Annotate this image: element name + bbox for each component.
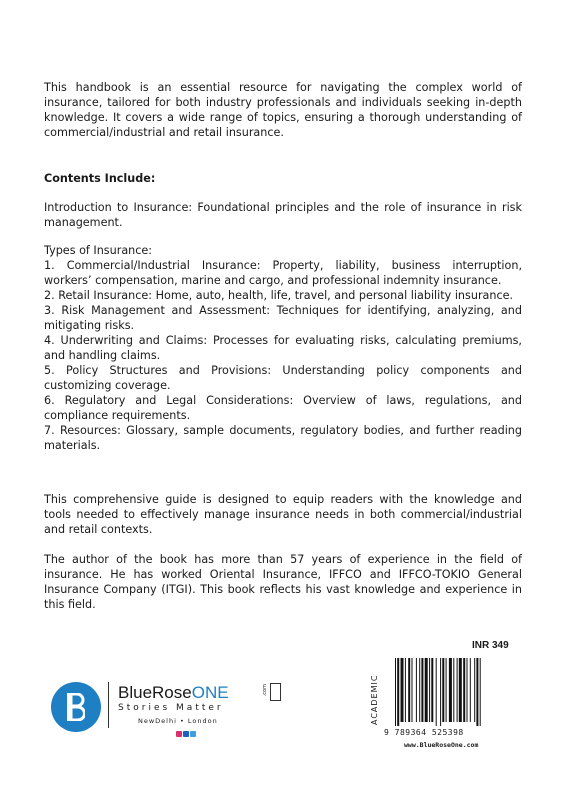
publisher-tagline: Stories Matter — [118, 703, 224, 713]
isbn-number: 9 789364 525398 — [384, 728, 464, 737]
list-item: 4. Underwriting and Claims: Processes for evaluating risks, calculating premiums, and handling claims. — [44, 334, 522, 362]
facebook-icon — [183, 731, 189, 737]
types-heading: Types of Insurance: — [44, 244, 153, 257]
list-item: 3. Risk Management and Assessment: Techniques for identifying, analyzing, and mitigating risks. — [44, 304, 522, 332]
publisher-logo-icon — [51, 682, 101, 732]
b-letter-icon — [67, 693, 85, 721]
instagram-icon — [176, 731, 182, 737]
list-item: 7. Resources: Glossary, sample documents, regulatory bodies, and further reading materials. — [44, 424, 522, 452]
publisher-cities: NewDelhi • London — [138, 717, 218, 725]
publisher-name-part1: BlueRose — [118, 683, 192, 702]
price-label: INR 349 — [472, 640, 509, 651]
logo-box-icon — [270, 683, 281, 701]
intro-line: Introduction to Insurance: Foundational principles and the role of insurance in risk management. — [44, 201, 522, 229]
list-item: 5. Policy Structures and Provisions: Understanding policy components and customizing coverage. — [44, 364, 522, 392]
author-note: The author of the book has more than 57 years of experience in the field of insurance. He has worked Oriental Insurance, IFFCO and IFFCO-TOKIO General Insurance Company (ITGI). This book reflects his vast knowledge and experience in this field. — [44, 553, 522, 611]
publisher-website: www.BlueRoseOne.com — [404, 741, 479, 749]
summary-paragraph: This comprehensive guide is designed to equip readers with the knowledge and tools needed to effectively manage insurance needs in both commercial/industrial and retail contexts. — [44, 493, 522, 536]
types-list — [44, 243, 522, 453]
contents-heading: Contents Include: — [44, 172, 156, 185]
subject-label: ACADEMIC — [370, 674, 379, 726]
list-item: 2. Retail Insurance: Home, auto, health, life, travel, and personal liability insurance. — [44, 289, 514, 302]
isbn-barcode — [393, 658, 508, 726]
publisher-name — [118, 683, 229, 703]
logo-divider — [108, 682, 109, 728]
publisher-dotcom: .com — [262, 684, 268, 697]
book-blurb: This handbook is an essential resource for navigating the complex world of insurance, tailored for both industry professionals and individuals seeking in-depth knowledge. It covers a wide range of topics, ensuring a thorough understanding of commercial/industrial and retail insurance. — [44, 81, 522, 139]
social-icons — [176, 731, 197, 739]
list-item: 1. Commercial/Industrial Insurance: Property, liability, business interruption, workers’ compensation, marine and cargo, and professional indemnity insurance. — [44, 259, 522, 287]
publisher-name-part2: ONE — [191, 683, 229, 702]
list-item: 6. Regulatory and Legal Considerations: Overview of laws, regulations, and compliance requirements. — [44, 394, 522, 422]
twitter-icon — [190, 731, 196, 737]
